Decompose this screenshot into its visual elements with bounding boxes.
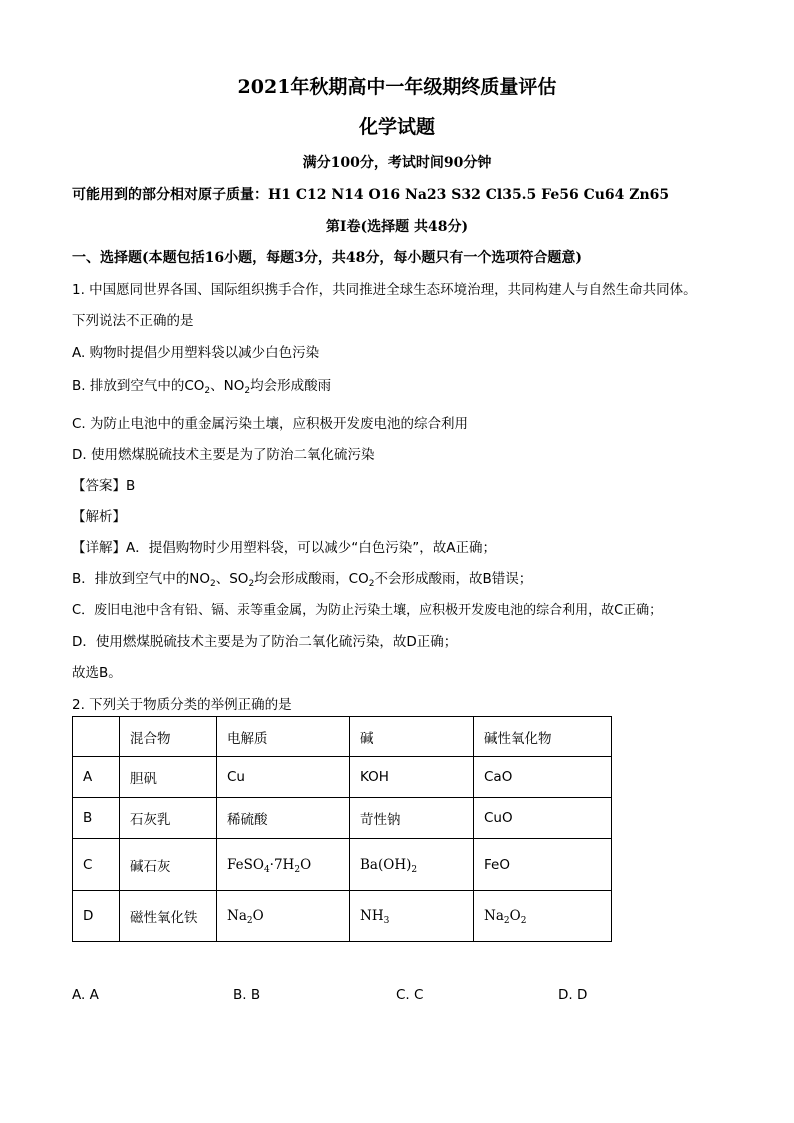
mixture-cell: 碱石灰 (120, 839, 217, 891)
mixture-cell: 胆矾 (120, 757, 217, 798)
classification-table (72, 716, 612, 942)
base-cell: $Ba(OH)_2$ (350, 839, 474, 891)
electrolyte-cell: Cu (217, 757, 350, 798)
atomic-masses-line: 可能用到的部分相对原子质量：H1 C12 N14 O16 Na23 S32 Cl35.5 Fe56 Cu64 Zn65 (72, 187, 670, 203)
q2-choice-a[interactable]: A. A (72, 987, 99, 1003)
q2-choice-d[interactable]: D. D (558, 987, 588, 1003)
score-time-line: 满分100分，考试时间90分钟 (302, 155, 492, 171)
q2-choice-b[interactable]: B. B (233, 987, 261, 1003)
subject-title: 化学试题 (358, 116, 435, 138)
q1-stem-line1: 1. 中国愿同世界各国、国际组织携手合作，共同推进全球生态环境治理，共同构建人与自然生命共同体。 (72, 282, 697, 298)
q1-option-b-suffix: 均会形成酸雨 (250, 378, 332, 394)
detail-b: B．排放到空气中的$NO_2$、$SO_2$均会形成酸雨，$CO_2$不会形成酸雨，故B错误； (72, 571, 533, 589)
header-cell-empty (73, 717, 120, 757)
electrolyte-cell: $Na_2O$ (217, 891, 350, 942)
formula-no2: $NO_2$ (223, 378, 251, 396)
exam-title: 2021年秋期高中一年级期终质量评估 (237, 76, 557, 98)
electrolyte-cell: $FeSO_4\cdot 7H_2O$ (217, 839, 350, 891)
mixture-cell: 磁性氧化铁 (120, 891, 217, 942)
base-cell: 苛性钠 (350, 798, 474, 839)
table-row (73, 839, 612, 891)
separator: 、 (210, 378, 224, 394)
oxide-cell: CuO (474, 798, 612, 839)
formula-co2: $CO_2$ (184, 378, 211, 396)
q1-option-c: C. 为防止电池中的重金属污染土壤，应积极开发废电池的综合利用 (72, 416, 469, 432)
base-cell: KOH (350, 757, 474, 798)
row-label: C (73, 839, 120, 891)
table-row (73, 891, 612, 942)
q1-option-b-prefix: B. 排放到空气中的 (72, 378, 185, 394)
row-label: A (73, 757, 120, 798)
table-row (73, 757, 612, 798)
answer-value: B (126, 478, 136, 494)
detail-c: C．废旧电池中含有铅、镉、汞等重金属，为防止污染土壤，应积极开发废电池的综合利用，故C正确； (72, 603, 663, 618)
row-label: D (73, 891, 120, 942)
section-heading: 一、选择题(本题包括16小题，每题3分，共48分，每小题只有一个选项符合题意) (72, 250, 582, 266)
q1-option-b (72, 374, 331, 394)
volume-heading: 第Ⅰ卷(选择题 共48分) (325, 219, 469, 235)
electrolyte-cell: 稀硫酸 (217, 798, 350, 839)
oxide-cell: $Na_2O_2$ (474, 891, 612, 942)
header-cell-electrolyte: 电解质 (217, 717, 350, 757)
oxide-cell: CaO (474, 757, 612, 798)
q1-stem-line2: 下列说法不正确的是 (72, 313, 194, 329)
table-header-row (73, 717, 612, 757)
header-cell-base: 碱 (350, 717, 474, 757)
header-cell-mixture: 混合物 (120, 717, 217, 757)
answer-tag: 【答案】 (72, 478, 126, 494)
conclusion: 故选B。 (72, 665, 122, 681)
q1-option-a: A. 购物时提倡少用塑料袋以减少白色污染 (72, 345, 320, 361)
q2-choice-c[interactable]: C. C (396, 987, 424, 1003)
table-row (73, 798, 612, 839)
detail-a-line (72, 536, 496, 556)
mixture-cell: 石灰乳 (120, 798, 217, 839)
base-cell: $NH_3$ (350, 891, 474, 942)
detail-a: A．提倡购物时少用塑料袋，可以减少“白色污染”，故A正确； (126, 540, 496, 556)
q1-option-d: D. 使用燃煤脱硫技术主要是为了防治二氧化硫污染 (72, 447, 375, 463)
oxide-cell: FeO (474, 839, 612, 891)
detail-tag: 【详解】 (72, 540, 126, 556)
q1-answer-line (72, 474, 135, 494)
q2-stem: 2. 下列关于物质分类的举例正确的是 (72, 697, 292, 713)
detail-d: D．使用燃煤脱硫技术主要是为了防治二氧化硫污染，故D正确； (72, 634, 458, 650)
row-label: B (73, 798, 120, 839)
header-cell-basic-oxide: 碱性氧化物 (474, 717, 612, 757)
analysis-tag: 【解析】 (72, 509, 126, 525)
